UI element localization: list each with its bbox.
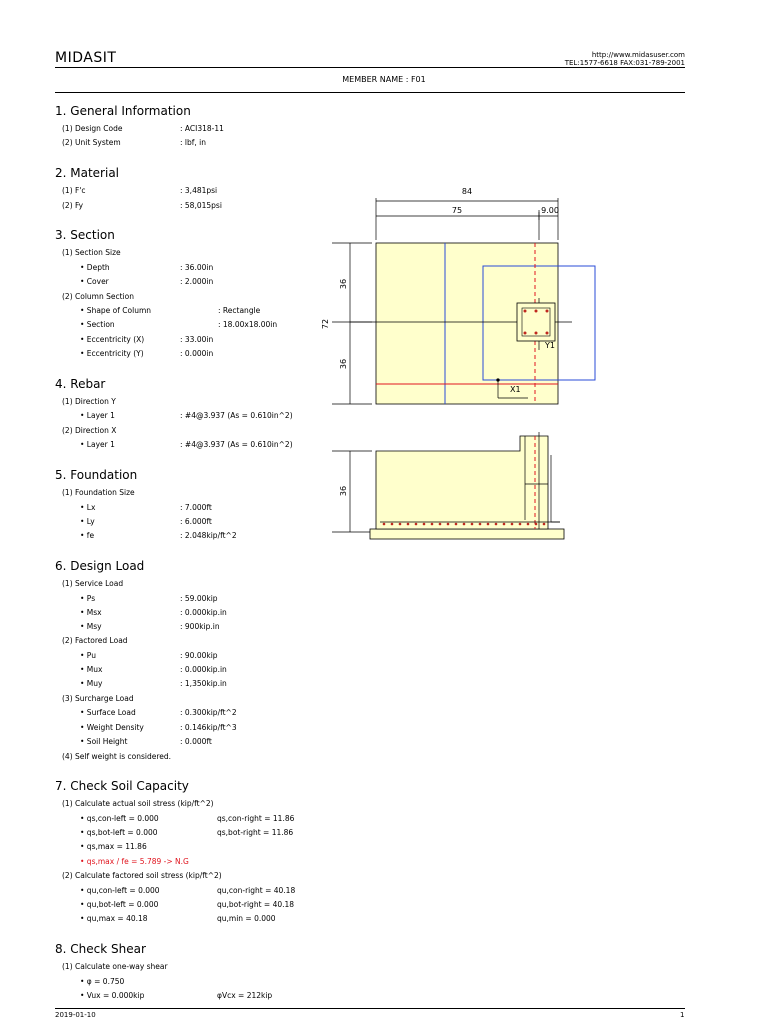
mux-label: • Mux: [80, 665, 103, 674]
phi-value: • φ = 0.750: [80, 977, 125, 986]
dim-upper: 36: [339, 278, 348, 290]
cover-label: • Cover: [80, 277, 109, 286]
qu-min: qu,min = 0.000: [217, 914, 276, 923]
top-dimensions: [376, 198, 558, 240]
shape-label: • Shape of Column: [80, 306, 152, 315]
bottom-rebars: [383, 523, 546, 526]
fe-label: • fe: [80, 531, 95, 540]
section-soil-capacity-title: 7. Check Soil Capacity: [55, 779, 189, 793]
direction-y-label: (1) Direction Y: [62, 397, 116, 406]
design-code-value: : ACI318-11: [180, 124, 224, 133]
ps-label: • Ps: [80, 594, 96, 603]
self-weight-note: (4) Self weight is considered.: [62, 752, 172, 761]
vux-value: • Vux = 0.000kip: [80, 991, 145, 1000]
label-x1: X1: [510, 385, 521, 394]
footer-date: 2019-01-10: [55, 1011, 96, 1019]
ecc-y-value: : 0.000in: [180, 349, 214, 358]
weight-density-value: : 0.146kip/ft^3: [180, 723, 237, 732]
section-foundation-title: 5. Foundation: [55, 468, 138, 482]
dim-left: 75: [451, 206, 463, 215]
qs-max: • qs,max = 11.86: [80, 842, 147, 851]
footing-elevation: [376, 436, 548, 529]
section-size-label: (1) Section Size: [62, 248, 121, 257]
pu-value: : 90.00kip: [180, 651, 218, 660]
depth-value: : 36.00in: [180, 263, 214, 272]
service-load-label: (1) Service Load: [62, 579, 124, 588]
dim-total: 84: [461, 187, 473, 196]
qs-con-right: qs,con-right = 11.86: [217, 814, 295, 823]
dim-elevation: 36: [339, 485, 348, 497]
elevation-dimension: [332, 451, 372, 532]
section-section-title: 3. Section: [55, 228, 115, 242]
phi-vcx-value: φVcx = 212kip: [217, 991, 273, 1000]
section-material-title: 2. Material: [55, 166, 120, 180]
msx-label: • Msx: [80, 608, 102, 617]
direction-x-label: (2) Direction X: [62, 426, 117, 435]
shape-value: : Rectangle: [218, 306, 261, 315]
surface-load-value: : 0.300kip/ft^2: [180, 708, 237, 717]
contact-info: [565, 51, 685, 67]
website-url: http://www.midasuser.com: [591, 51, 685, 59]
qs-bot-left: • qs,bot-left = 0.000: [80, 828, 158, 837]
page-number: 1: [680, 1011, 685, 1019]
label-y1: Y1: [545, 341, 555, 350]
member-rule: [55, 92, 685, 93]
left-dimensions: [332, 243, 372, 404]
qs-bot-right: qs,bot-right = 11.86: [217, 828, 294, 837]
msy-value: : 900kip.in: [180, 622, 220, 631]
column-size-label: • Section: [80, 320, 115, 329]
qu-max: • qu,max = 40.18: [80, 914, 148, 923]
rebar-hook: [551, 455, 560, 522]
section-shear-title: 8. Check Shear: [55, 942, 146, 956]
factored-load-label: (2) Factored Load: [62, 636, 128, 645]
dim-right: 9.00: [541, 206, 559, 215]
layer1-x-label: • Layer 1: [80, 440, 115, 449]
qu-con-left: • qu,con-left = 0.000: [80, 886, 160, 895]
pu-label: • Pu: [80, 651, 96, 660]
unit-system-value: : lbf, in: [180, 138, 207, 147]
dim-full: 72: [321, 318, 330, 330]
qu-bot-right: qu,bot-right = 40.18: [217, 900, 295, 909]
lean-concrete: [370, 529, 564, 539]
cover-value: : 2.000in: [180, 277, 214, 286]
msy-label: • Msy: [80, 622, 102, 631]
one-way-shear-label: (1) Calculate one-way shear: [62, 962, 168, 971]
member-name: MEMBER NAME : F01: [342, 75, 426, 84]
lx-value: : 7.000ft: [180, 503, 212, 512]
dim-lower: 36: [339, 358, 348, 370]
mux-value: : 0.000kip.in: [180, 665, 227, 674]
section-design-load-title: 6. Design Load: [55, 559, 145, 573]
design-code-label: (1) Design Code: [62, 124, 123, 133]
layer1-y-value: : #4@3.937 (As = 0.610in^2): [180, 411, 293, 420]
header-rule: [55, 67, 685, 68]
surface-load-label: • Surface Load: [80, 708, 136, 717]
soil-height-value: : 0.000ft: [180, 737, 212, 746]
muy-label: • Muy: [80, 679, 103, 688]
ly-value: : 6.000ft: [180, 517, 212, 526]
ecc-x-value: : 33.00in: [180, 335, 214, 344]
fy-value: : 58,015psi: [180, 201, 222, 210]
column-outline: [517, 303, 555, 341]
qs-ratio-ng: • qs,max / fe = 5.789 -> N.G: [80, 857, 189, 866]
depth-label: • Depth: [80, 263, 110, 272]
fc-label: (1) F'c: [62, 186, 86, 195]
msx-value: : 0.000kip.in: [180, 608, 227, 617]
surcharge-load-label: (3) Surcharge Load: [62, 694, 134, 703]
fc-value: : 3,481psi: [180, 186, 218, 195]
column-section-label: (2) Column Section: [62, 292, 134, 301]
soil-height-label: • Soil Height: [80, 737, 128, 746]
section-rebar-title: 4. Rebar: [55, 377, 106, 391]
section-general-title: 1. General Information: [55, 104, 191, 118]
qu-con-right: qu,con-right = 40.18: [217, 886, 296, 895]
footer-rule: [55, 1008, 685, 1009]
phone-fax: TEL:1577-6618 FAX:031-789-2001: [564, 59, 685, 67]
layer1-x-value: : #4@3.937 (As = 0.610in^2): [180, 440, 293, 449]
unit-system-label: (2) Unit System: [62, 138, 121, 147]
column-size-value: : 18.00x18.00in: [218, 320, 278, 329]
lx-label: • Lx: [80, 503, 96, 512]
ly-label: • Ly: [80, 517, 95, 526]
ps-value: : 59.00kip: [180, 594, 218, 603]
foundation-drawing: [310, 180, 610, 550]
factored-stress-label: (2) Calculate factored soil stress (kip/ft^2): [62, 871, 222, 880]
fy-label: (2) Fy: [62, 201, 84, 210]
foundation-size-label: (1) Foundation Size: [62, 488, 135, 497]
qs-con-left: • qs,con-left = 0.000: [80, 814, 159, 823]
muy-value: : 1,350kip.in: [180, 679, 227, 688]
brand-title: MIDASIT: [55, 50, 117, 66]
qu-bot-left: • qu,bot-left = 0.000: [80, 900, 159, 909]
actual-stress-label: (1) Calculate actual soil stress (kip/ft^2): [62, 799, 214, 808]
weight-density-label: • Weight Density: [80, 723, 144, 732]
ecc-x-label: • Eccentricity (X): [80, 335, 145, 344]
ecc-y-label: • Eccentricity (Y): [80, 349, 144, 358]
fe-value: : 2.048kip/ft^2: [180, 531, 237, 540]
layer1-y-label: • Layer 1: [80, 411, 115, 420]
